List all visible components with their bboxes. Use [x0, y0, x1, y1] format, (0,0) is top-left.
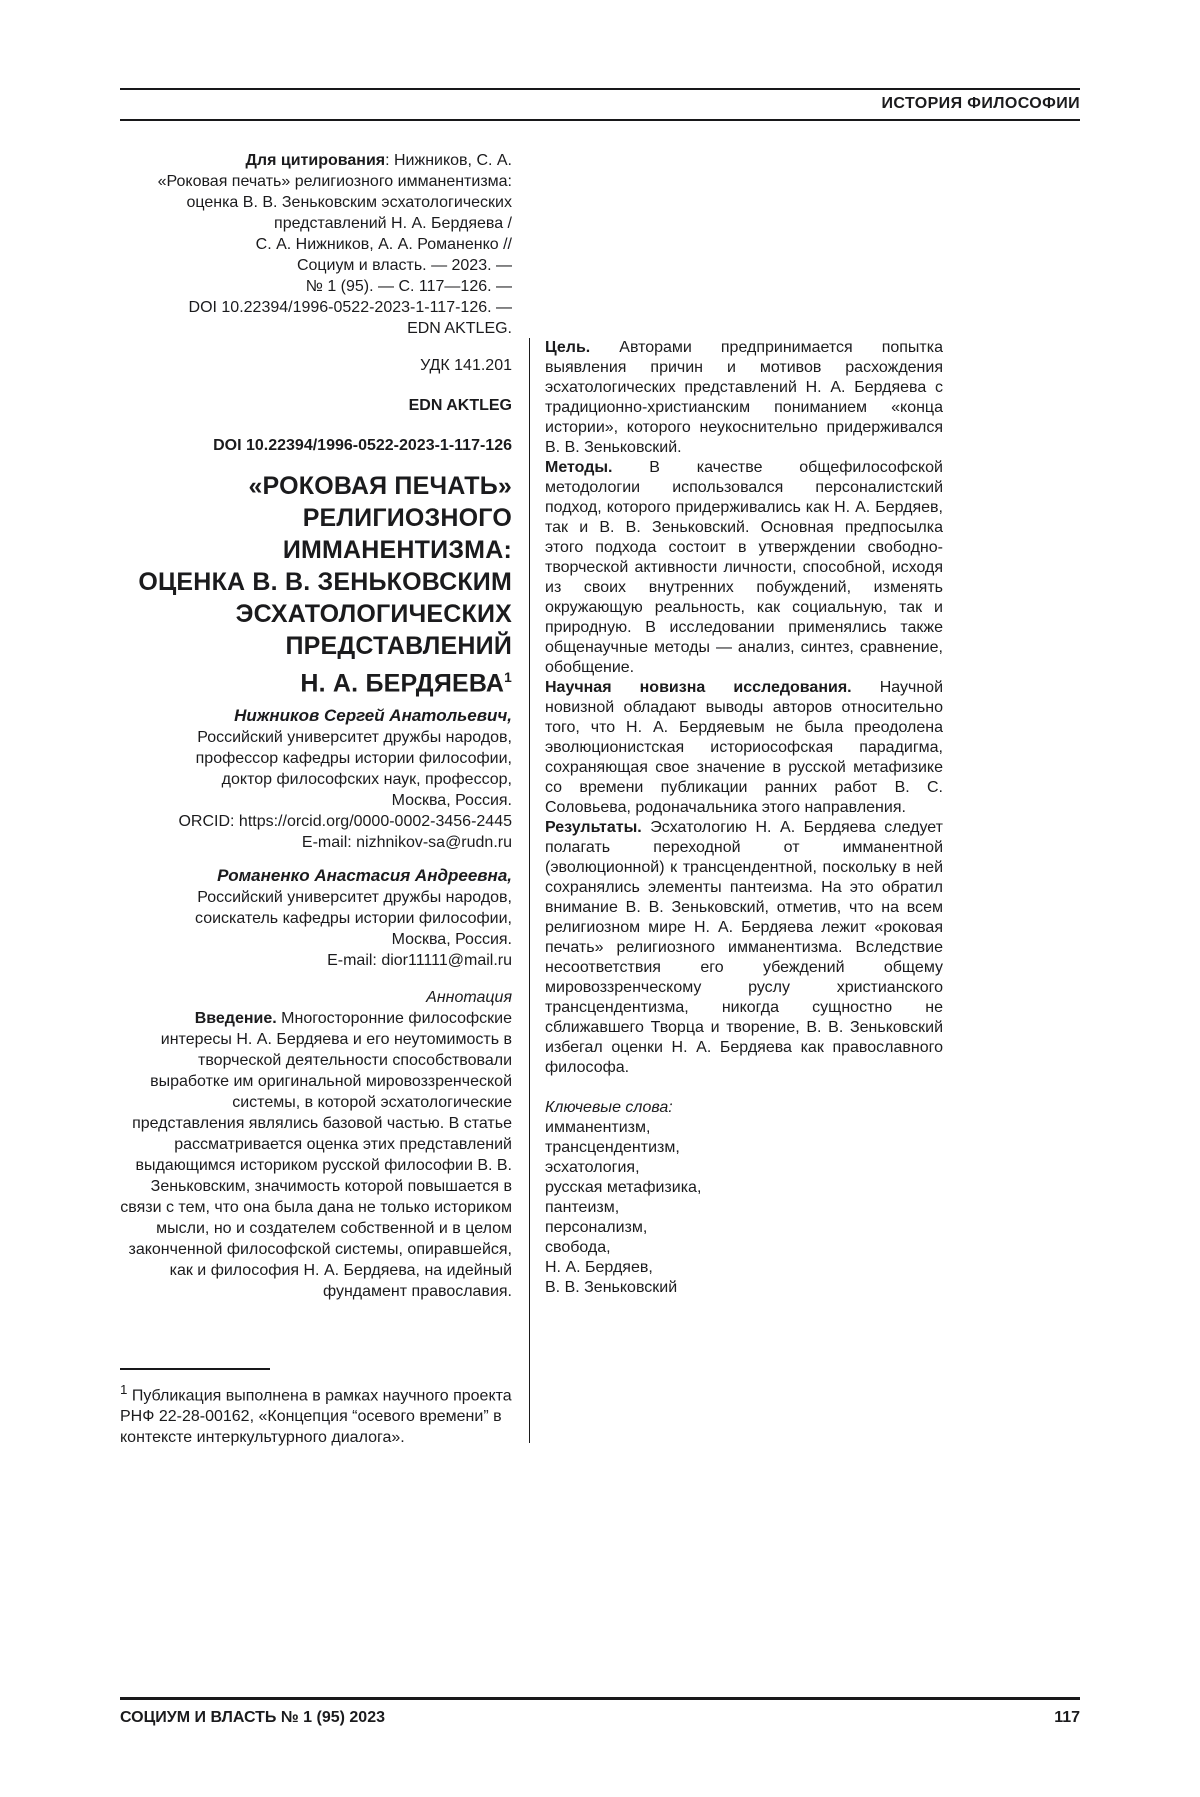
keyword-item: эсхатология, [545, 1159, 640, 1176]
udc-code: УДК 141.201 [420, 357, 512, 374]
edn-code: EDN AKTLEG [408, 397, 512, 414]
title-line [120, 662, 512, 699]
footnote-block [120, 1368, 512, 1448]
paragraph-text: Эсхатологию Н. А. Бердяева следует полагать переходной от имманентной (эволюционной) к трансцендентной, поскольку в ней сохранялись элементы пантеизма. На это обратил внимание В. В. Зеньковский, отметив, что на всем религиозном мире Н. А. Бердяева лежит «роковая печать» религиозного имманентизма. Вследствие несоответствия его убеждений общему мировоззренческому руслу христианского трансцендентизма, никогда сущностно не сближавшего Творца и творение, В. В. Зеньковский избегал оценки Н. А. Бердяева как православного философа. [545, 819, 943, 1076]
abstract-paragraph [120, 1008, 512, 1302]
page-number: 117 [1054, 1709, 1080, 1726]
citation-line: С. А. Нижников, А. А. Романенко // [255, 236, 512, 253]
keyword-item: персонализм, [545, 1219, 648, 1236]
header-rule-top [120, 88, 1080, 90]
title-line: ОЦЕНКА В. В. ЗЕНЬКОВСКИМ [138, 568, 512, 596]
author-block-1 [120, 705, 512, 853]
title-line: ЭСХАТОЛОГИЧЕСКИХ [235, 600, 512, 628]
keyword-item: имманентизм, [545, 1119, 651, 1136]
novelty-paragraph [545, 678, 943, 818]
title-line: «РОКОВАЯ ПЕЧАТЬ» [248, 472, 512, 500]
citation-line: оценка В. В. Зеньковским эсхатологических [186, 194, 512, 211]
paragraph-text: Научной новизной обладают выводы авторов относительно того, что Н. А. Бердяевым не была преодолена эволюционистская историософская парадигма, сохраняющая свое значение в русской метафизике со времени публикации ранних работ В. С. Соловьева, родоначальника этого направления. [545, 679, 943, 816]
author-affiliation-line: Российский университет дружбы народов, [197, 889, 512, 907]
citation-block [120, 150, 512, 339]
abstract-heading: Аннотация [426, 989, 512, 1007]
methods-paragraph [545, 458, 943, 678]
doi-code: DOI 10.22394/1996-0522-2023-1-117-126 [213, 437, 512, 454]
keywords-heading: Ключевые слова: [545, 1099, 673, 1116]
results-paragraph [545, 818, 943, 1078]
author-orcid: ORCID: https://orcid.org/0000-0002-3456-2445 [178, 813, 512, 831]
citation-line: № 1 (95). — С. 117—126. — [305, 278, 512, 295]
section-title: ИСТОРИЯ ФИЛОСОФИИ [881, 95, 1080, 112]
author-affiliation-line: профессор кафедры истории философии, [195, 750, 512, 768]
citation-line-text: : Нижников, С. А. [385, 152, 512, 169]
abstract-text: Многосторонние философские интересы Н. А. Бердяева и его неутомимость в творческой деятельности способствовали выработке им оригинальной мировоззренческой системы, в которой эсхатологические представления являлись базовой частью. В статье рассматривается оценка этих представлений выдающимся историком русской философии В. В. Зеньковским, значимость которой повышается в связи с тем, что она была дана не только историком мысли, но и создателем собственной и в целом законченной философской системы, опиравшейся, как и философия Н. А. Бердяева, на идейный фундамент православия. [120, 1010, 512, 1301]
keyword-item: русская метафизика, [545, 1179, 702, 1196]
author-email: E-mail: nizhnikov-sa@rudn.ru [301, 834, 512, 852]
footnote-text [120, 1379, 512, 1448]
title-footnote-ref: 1 [504, 670, 512, 685]
citation-line: представлений Н. А. Бердяева / [274, 215, 512, 232]
keyword-item: В. В. Зеньковский [545, 1279, 678, 1296]
column-divider [529, 338, 530, 1443]
footer-rule [120, 1697, 1080, 1700]
title-line-text: Н. А. БЕРДЯЕВА [300, 669, 505, 698]
author-affiliation-line: соискатель кафедры истории философии, [195, 910, 512, 928]
author-affiliation-line: доктор философских наук, профессор, [221, 771, 512, 789]
author-affiliation-line: Российский университет дружбы народов, [197, 729, 512, 747]
journal-name: СОЦИУМ И ВЛАСТЬ № 1 (95) 2023 [120, 1709, 385, 1726]
keyword-item: Н. А. Бердяев, [545, 1259, 653, 1276]
paragraph-label: Методы. [545, 459, 613, 476]
footnote-rule [120, 1368, 270, 1370]
abstract-label: Введение. [194, 1010, 277, 1028]
author-affiliation-line: Москва, Россия. [391, 792, 512, 810]
paragraph-text: Авторами предпринимается попытка выявления причин и мотивов расхождения эсхатологических представлений Н. А. Бердяева с традиционно-христианским пониманием «конца истории», которого неукоснительно придерживался В. В. Зеньковский. [545, 339, 944, 456]
keyword-item: пантеизм, [545, 1199, 620, 1216]
footnote-mark: 1 [120, 1382, 128, 1397]
keywords-block [545, 1098, 943, 1298]
paragraph-label: Цель. [545, 339, 591, 356]
footnote-body: Публикация выполнена в рамках научного проекта РНФ 22-28-00162, «Концепция “осевого времени” в контексте интеркультурного диалога». [120, 1387, 512, 1447]
citation-line [120, 150, 512, 171]
author-name: Нижников Сергей Анатольевич, [234, 706, 512, 726]
author-block-2 [120, 865, 512, 971]
title-line: ПРЕДСТАВЛЕНИЙ [285, 632, 512, 660]
citation-line: DOI 10.22394/1996-0522-2023-1-117-126. — [188, 299, 512, 316]
right-column [545, 338, 943, 1298]
keyword-item: трансцендентизм, [545, 1139, 680, 1156]
author-affiliation-line: Москва, Россия. [391, 931, 512, 949]
paragraph-text: В качестве общефилософской методологии использовался персоналистский подход, которого придерживались как Н. А. Бердяев, так и В. В. Зеньковский. Основная предпосылка этого подхода состоит в утверждении свободно-творческой активности личности, способной, исходя из своих внутренних побуждений, изменять окружающую реальность, как социальную, так и природную. В исследовании применялись также общенаучные методы — анализ, синтез, сравнение, обобщение. [545, 459, 943, 676]
keyword-item: свобода, [545, 1239, 611, 1256]
left-column [120, 150, 512, 1302]
goal-paragraph [545, 338, 943, 458]
author-email: E-mail: dior11111@mail.ru [327, 952, 512, 970]
paragraph-label: Результаты. [545, 819, 642, 836]
citation-line: Социум и власть. — 2023. — [296, 257, 512, 274]
paragraph-label: Научная новизна исследования. [545, 679, 852, 696]
citation-label: Для цитирования [245, 152, 386, 169]
title-line: РЕЛИГИОЗНОГО [302, 504, 512, 532]
title-line: ИММАНЕНТИЗМА: [282, 536, 512, 564]
citation-line: «Роковая печать» религиозного имманентизма: [157, 173, 512, 190]
header-rule-bottom [120, 119, 1080, 121]
article-title [120, 470, 512, 699]
author-name: Романенко Анастасия Андреевна, [217, 866, 512, 886]
citation-line: EDN AKTLEG. [407, 320, 512, 337]
